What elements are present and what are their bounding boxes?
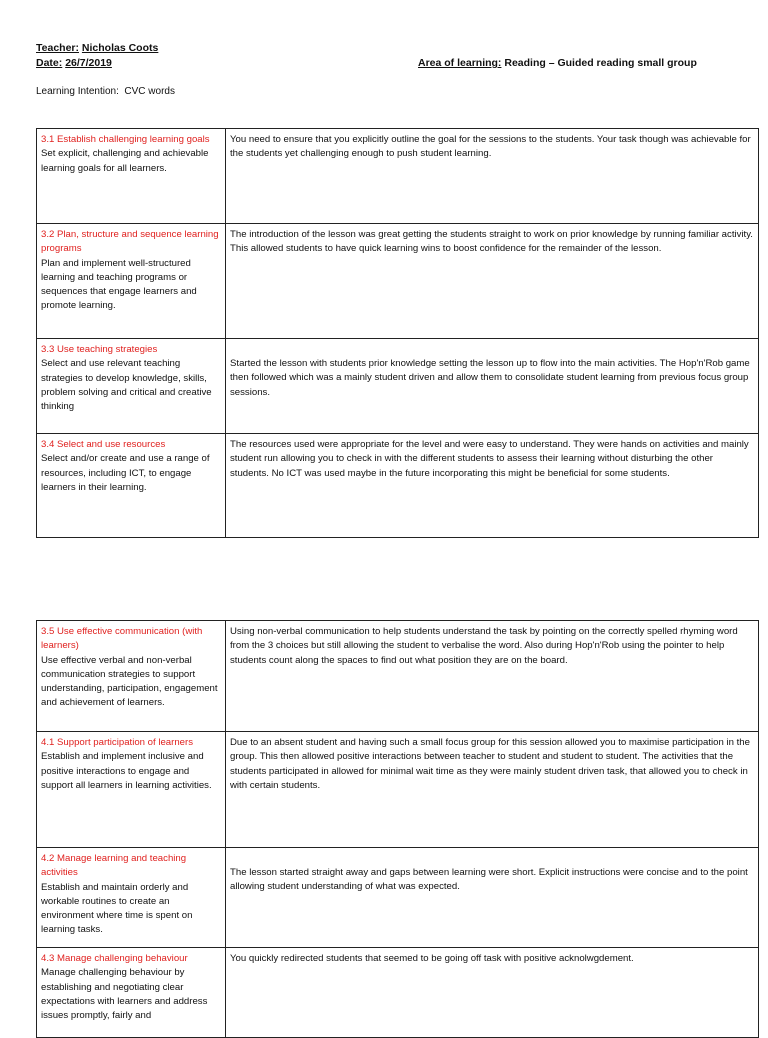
standard-cell bbox=[37, 434, 226, 538]
standard-cell bbox=[37, 948, 226, 1038]
standard-cell bbox=[37, 224, 226, 339]
table-row bbox=[37, 129, 759, 224]
response-text: The lesson started straight away and gaps between learning were short. Explicit instructions were concise and to the point allowing student understanding of what was expected. bbox=[230, 867, 748, 893]
response-text: Using non-verbal communication to help students understand the task by pointing on the correctly spelled rhyming word from the 3 choices but still allowing the student to verbalise the word. Also during Hop'n'Rob using the pointer to help students count along the spaces to find out what position they are on the board. bbox=[230, 626, 738, 666]
teacher-name: Nicholas Coots bbox=[81, 42, 159, 54]
response-cell bbox=[226, 948, 759, 1038]
standard-cell bbox=[37, 848, 226, 948]
standard-description: Manage challenging behaviour by establishing and negotiating clear expectations with learners and address issues promptly, fairly and bbox=[41, 967, 208, 1022]
standard-title: 4.2 Manage learning and teaching activities bbox=[41, 853, 187, 879]
table-row bbox=[37, 339, 759, 434]
table-row bbox=[37, 948, 759, 1038]
teacher-line bbox=[36, 42, 158, 54]
standard-description: Use effective verbal and non-verbal communication strategies to support understanding, participation, engagement and achievement of learners. bbox=[41, 654, 218, 709]
table-row bbox=[37, 224, 759, 339]
standard-title: 4.3 Manage challenging behaviour bbox=[41, 953, 188, 964]
response-cell bbox=[226, 621, 759, 732]
response-text: You quickly redirected students that seemed to be going off task with positive acknolwgdement. bbox=[230, 953, 634, 964]
standard-title: 3.1 Establish challenging learning goals bbox=[41, 134, 210, 145]
intention-label: Learning Intention: bbox=[36, 86, 119, 97]
standard-title: 3.5 Use effective communication (with learners) bbox=[41, 626, 203, 652]
standard-title: 3.2 Plan, structure and sequence learning programs bbox=[41, 229, 219, 255]
area-line bbox=[418, 57, 697, 69]
response-cell bbox=[226, 339, 759, 434]
standard-cell bbox=[37, 129, 226, 224]
date-label: Date: bbox=[36, 57, 63, 69]
response-cell bbox=[226, 129, 759, 224]
table-row bbox=[37, 732, 759, 848]
standard-description: Establish and maintain orderly and workable routines to create an environment where time is spent on learning tasks. bbox=[41, 881, 193, 936]
standard-cell bbox=[37, 621, 226, 732]
learning-intention bbox=[36, 86, 175, 97]
table-row bbox=[37, 434, 759, 538]
standard-cell bbox=[37, 732, 226, 848]
response-text: The resources used were appropriate for the level and were easy to understand. They were hands on activities and mainly student run allowing you to check in with the different students to assess their learning without disturbing the other students. No ICT was used maybe in the future incorporating this might be beneficial for some students. bbox=[230, 439, 749, 479]
area-label: Area of learning: bbox=[418, 57, 502, 69]
response-text: Started the lesson with students prior knowledge setting the lesson up to flow into the main activities. The Hop'n'Rob game then followed which was a mainly student driven and allow them to consolidate student learning from previous focus group sessions. bbox=[230, 358, 750, 398]
standard-title: 3.3 Use teaching strategies bbox=[41, 344, 158, 355]
standards-table-1 bbox=[36, 128, 759, 538]
standard-description: Set explicit, challenging and achievable learning goals for all learners. bbox=[41, 148, 209, 174]
response-cell bbox=[226, 848, 759, 948]
date-value: 26/7/2019 bbox=[65, 57, 112, 69]
standards-table-2 bbox=[36, 620, 759, 1038]
intention-value: CVC words bbox=[124, 86, 175, 97]
table-row bbox=[37, 621, 759, 732]
standard-title: 3.4 Select and use resources bbox=[41, 439, 166, 450]
area-value: Reading – Guided reading small group bbox=[504, 57, 697, 69]
teacher-label: Teacher: bbox=[36, 42, 79, 54]
response-cell bbox=[226, 434, 759, 538]
standard-description: Establish and implement inclusive and positive interactions to engage and support all learners in learning activities. bbox=[41, 751, 212, 791]
standard-description: Select and/or create and use a range of resources, including ICT, to engage learners in their learning. bbox=[41, 453, 210, 493]
standard-description: Plan and implement well-structured learning and teaching programs or sequences that engage learners and promote learning. bbox=[41, 257, 197, 312]
response-text: Due to an absent student and having such a small focus group for this session allowed you to maximise participation in the group. This then allowed positive interactions between teacher to student and student to student. The activities that the students participated in allowed for minimal wait time as they were mainly student driven task, that allowed you to check in with certain students. bbox=[230, 737, 750, 791]
standard-description: Select and use relevant teaching strategies to develop knowledge, skills, problem solving and critical and creative thinking bbox=[41, 358, 212, 413]
response-text: You need to ensure that you explicitly outline the goal for the sessions to the students. Your task though was achievable for the students yet challenging enough to push student learning. bbox=[230, 134, 751, 160]
date-line bbox=[36, 57, 112, 69]
response-cell bbox=[226, 732, 759, 848]
response-text: The introduction of the lesson was great getting the students straight to work on prior knowledge by running familiar activity. This allowed students to have quick learning wins to boost confidence for the remainder of the lesson. bbox=[230, 229, 753, 255]
standard-title: 4.1 Support participation of learners bbox=[41, 737, 193, 748]
standard-cell bbox=[37, 339, 226, 434]
table-row bbox=[37, 848, 759, 948]
response-cell bbox=[226, 224, 759, 339]
